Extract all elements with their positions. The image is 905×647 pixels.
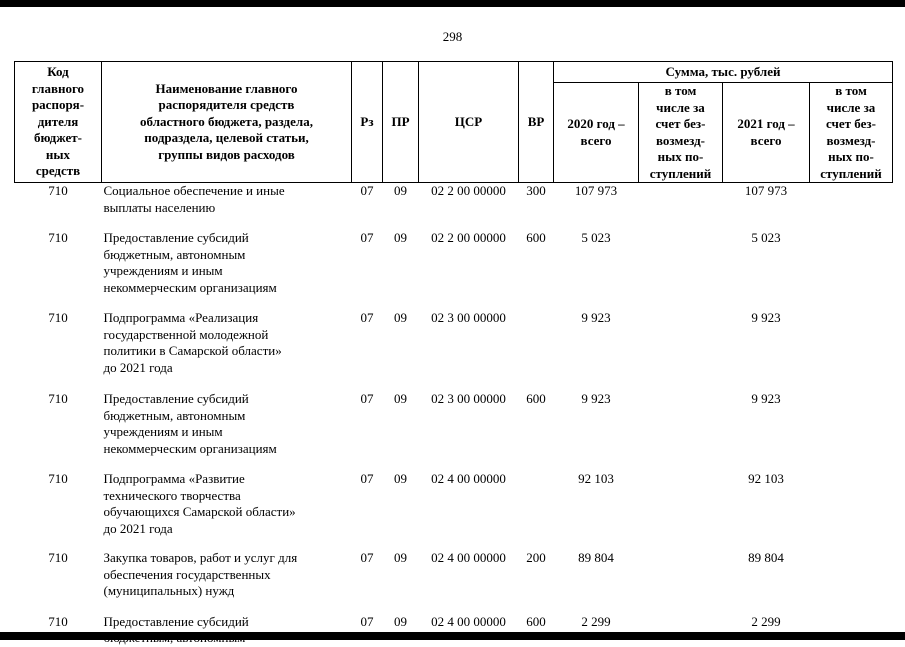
row-2021-free (810, 310, 893, 391)
row-2020-total: 9 923 (581, 310, 611, 325)
row-2020-total: 107 973 (574, 183, 618, 198)
row-2021-free (810, 550, 893, 614)
header-2021-free: в том числе за счет без- возмезд- ных по- ступлений (810, 83, 893, 183)
row-rz: 07 (360, 230, 374, 245)
row-vr: 300 (526, 183, 546, 198)
row-rz: 07 (360, 550, 374, 565)
row-2020-total: 92 103 (578, 471, 614, 486)
row-2021-total: 5 023 (751, 230, 781, 245)
row-csr: 02 4 00 00000 (431, 613, 506, 629)
row-vr: 600 (526, 230, 546, 245)
row-pr: 09 (394, 550, 407, 565)
row-rz: 07 (360, 471, 374, 486)
row-code: 710 (48, 550, 68, 565)
row-pr: 09 (394, 310, 407, 325)
row-2021-total: 9 923 (751, 310, 781, 325)
row-vr: 600 (526, 391, 546, 406)
header-csr: ЦСР (419, 62, 519, 183)
header-code: Код главного распоря- дителя бюджет- ных средств (15, 62, 102, 183)
row-2020-free (639, 550, 723, 614)
row-2020-free (639, 310, 723, 391)
row-2021-total: 89 804 (748, 550, 784, 565)
row-rz: 07 (360, 183, 374, 198)
row-2020-free (639, 614, 723, 647)
header-2021-total: 2021 год – всего (723, 83, 810, 183)
table-row (15, 391, 893, 471)
header-pr: ПР (383, 62, 419, 183)
header-vr: ВР (519, 62, 554, 183)
row-2021-total: 107 973 (744, 183, 788, 198)
table-row (15, 614, 893, 647)
header-rz: Рз (352, 62, 383, 183)
row-code: 710 (48, 471, 68, 486)
row-pr: 09 (394, 391, 407, 406)
table-row (15, 471, 893, 550)
row-code: 710 (48, 230, 68, 245)
row-rz: 07 (360, 310, 374, 325)
table-row (15, 550, 893, 614)
table-row (15, 183, 893, 231)
row-name: Предоставление субсидий (103, 613, 249, 629)
row-pr: 09 (394, 230, 407, 245)
row-vr: 600 (526, 613, 546, 629)
row-vr (519, 310, 554, 391)
row-csr: 02 3 00 00000 (431, 310, 506, 325)
row-2020-total: 2 299 (581, 613, 611, 629)
row-vr (519, 471, 554, 550)
row-2020-free (639, 391, 723, 471)
row-code: 710 (48, 613, 68, 629)
row-code: 710 (48, 183, 68, 198)
row-rz: 07 (360, 613, 374, 629)
row-2021-free (810, 230, 893, 310)
row-csr: 02 4 00 00000 (431, 471, 506, 486)
row-name: Подпрограмма «Развитие технического творчества обучающихся Самарской области» до 2021 года (103, 471, 296, 536)
budget-table (14, 61, 893, 647)
row-2020-total: 89 804 (578, 550, 614, 565)
header-sum: Сумма, тыс. рублей (554, 62, 893, 83)
row-name: Подпрограмма «Реализация государственной молодежной политики в Самарской области» до 2021 года (103, 310, 282, 375)
row-2021-free (810, 471, 893, 550)
header-name: Наименование главного распорядителя средств областного бюджета, раздела, подраздела, целевой статьи, группы видов расходов (102, 62, 352, 183)
row-2020-free (639, 183, 723, 231)
row-name: Предоставление субсидий бюджетным, автономным учреждениям и иным некоммерческим организациям (103, 230, 277, 295)
row-name: Предоставление субсидий бюджетным, автономным учреждениям и иным некоммерческим организациям (103, 391, 277, 456)
row-2021-total: 2 299 (751, 613, 781, 629)
row-2021-free (810, 183, 893, 231)
row-pr: 09 (394, 471, 407, 486)
row-2020-free (639, 230, 723, 310)
bottom-border-bar (0, 632, 905, 640)
table-body (15, 183, 893, 647)
header-2020-free: в том числе за счет без- возмезд- ных по- ступлений (639, 83, 723, 183)
row-vr: 200 (526, 550, 546, 565)
row-code: 710 (48, 391, 68, 406)
row-2020-free (639, 471, 723, 550)
page-number: 298 (442, 29, 463, 44)
row-pr: 09 (394, 183, 407, 198)
row-2021-total: 9 923 (751, 391, 781, 406)
top-border-bar (0, 0, 905, 7)
row-rz: 07 (360, 391, 374, 406)
row-csr: 02 2 00 00000 (431, 230, 506, 245)
table-row (15, 230, 893, 310)
row-name: Социальное обеспечение и иные выплаты населению (103, 183, 285, 215)
row-2020-total: 5 023 (581, 230, 611, 245)
table-row (15, 310, 893, 391)
header-2020-total: 2020 год – всего (554, 83, 639, 183)
row-2021-free (810, 391, 893, 471)
row-2020-total: 9 923 (581, 391, 611, 406)
row-name: Закупка товаров, работ и услуг для обеспечения государственных (муниципальных) нужд (103, 550, 298, 598)
row-csr: 02 3 00 00000 (431, 391, 506, 406)
table-header (15, 62, 893, 183)
row-pr: 09 (394, 613, 407, 629)
row-csr: 02 2 00 00000 (431, 183, 506, 198)
row-csr: 02 4 00 00000 (431, 550, 506, 565)
row-2021-free (810, 614, 893, 647)
row-2021-total: 92 103 (748, 471, 784, 486)
row-code: 710 (48, 310, 68, 325)
